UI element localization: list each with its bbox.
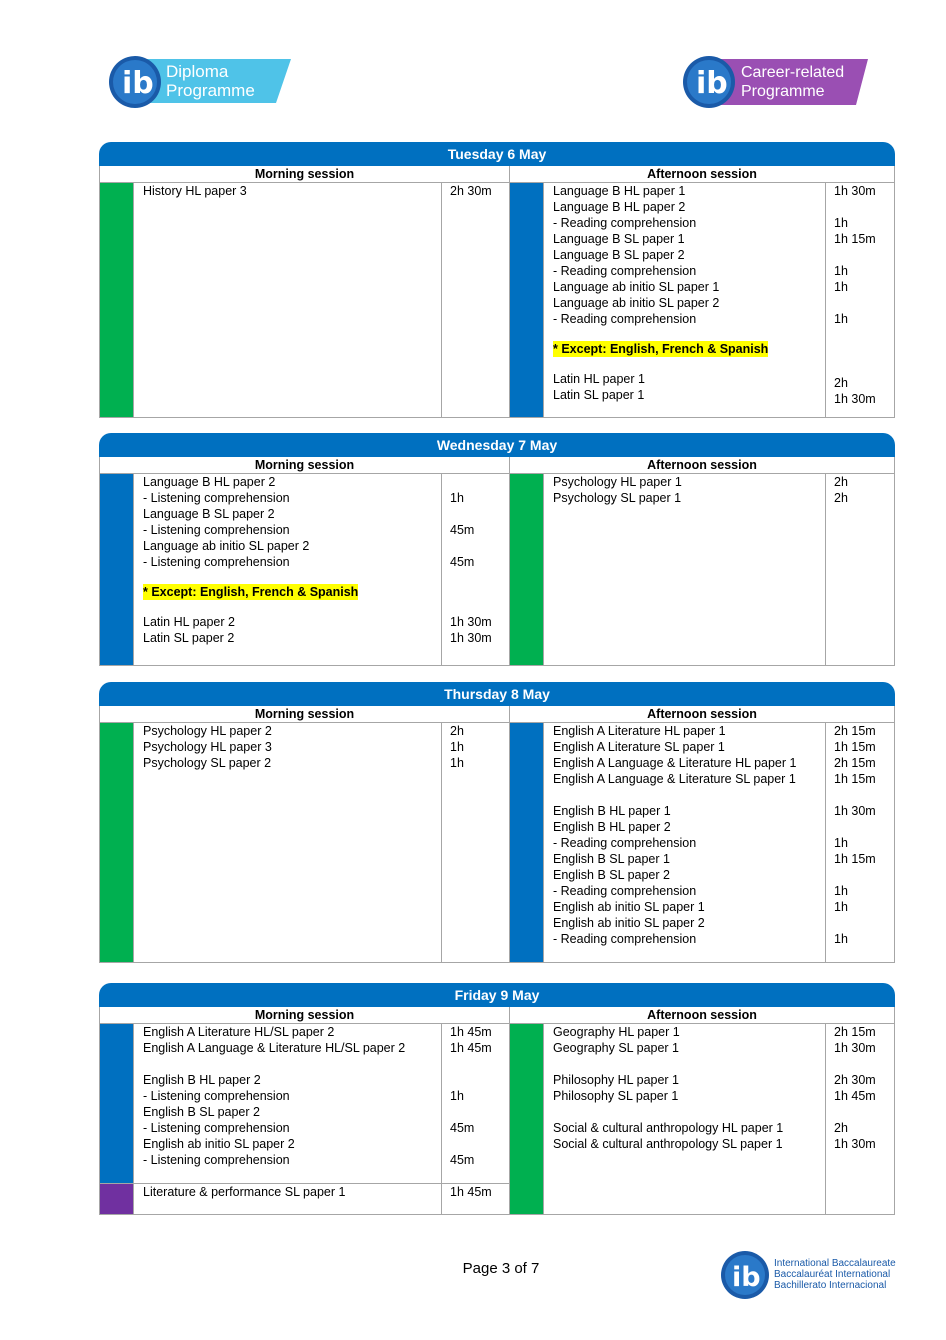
exam-duration: 1h 15m xyxy=(834,740,876,754)
exam-duration: 2h 15m xyxy=(834,756,876,770)
exam-subject: - Reading comprehension xyxy=(553,312,697,326)
exam-subject: Language B HL paper 1 xyxy=(553,184,686,198)
exam-duration: 2h 30m xyxy=(834,1073,876,1087)
exam-duration: 2h xyxy=(834,475,848,489)
exam-subject: Psychology HL paper 2 xyxy=(143,724,272,738)
exam-duration: 1h xyxy=(834,884,848,898)
exam-subject: English B HL paper 2 xyxy=(143,1073,261,1087)
exam-duration: 1h 30m xyxy=(834,804,876,818)
exam-subject: History HL paper 3 xyxy=(143,184,247,198)
exam-subject: - Listening comprehension xyxy=(143,523,290,537)
exam-subject: Language B HL paper 2 xyxy=(143,475,276,489)
dp-logo-line2: Programme xyxy=(166,81,255,100)
morning-session-header: Morning session xyxy=(100,1007,510,1023)
exception-note: * Except: English, French & Spanish xyxy=(143,585,359,599)
exam-subject: English A Language & Literature HL paper 1 xyxy=(553,756,797,770)
exam-duration: 1h xyxy=(450,740,464,754)
exam-subject: Philosophy HL paper 1 xyxy=(553,1073,680,1087)
cp-logo-line2: Programme xyxy=(741,83,825,100)
exam-subject: - Reading comprehension xyxy=(553,932,697,946)
exam-subject: Language ab initio SL paper 2 xyxy=(553,296,720,310)
dp-blue-bar xyxy=(510,183,543,417)
exam-subject: Literature & performance SL paper 1 xyxy=(143,1185,346,1199)
exam-subject: - Listening comprehension xyxy=(143,555,290,569)
exam-duration: 1h xyxy=(834,264,848,278)
exam-duration: 1h xyxy=(834,900,848,914)
exam-subject: - Listening comprehension xyxy=(143,1089,290,1103)
exam-subject: - Listening comprehension xyxy=(143,1121,290,1135)
cp-purple-bar xyxy=(100,1184,133,1214)
exam-subject: - Reading comprehension xyxy=(553,836,697,850)
svg-text:ib: ib xyxy=(696,66,728,101)
exam-subject: English B SL paper 1 xyxy=(553,852,670,866)
exam-duration: 1h 45m xyxy=(450,1185,492,1199)
morning-session-header: Morning session xyxy=(100,166,510,182)
exam-subject: Geography HL paper 1 xyxy=(553,1025,680,1039)
exam-duration: 2h xyxy=(450,724,464,738)
exam-subject: English B SL paper 2 xyxy=(143,1105,260,1119)
day-title: Wednesday 7 May xyxy=(99,433,895,457)
exam-subject: Psychology SL paper 1 xyxy=(553,491,682,505)
exam-subject: Latin HL paper 1 xyxy=(553,372,645,386)
exam-duration: 2h 30m xyxy=(450,184,492,198)
exam-duration: 2h 15m xyxy=(834,724,876,738)
exam-subject: Philosophy SL paper 1 xyxy=(553,1089,679,1103)
ib-career-related-programme-logo xyxy=(680,55,870,111)
exam-duration: 1h xyxy=(450,1089,464,1103)
morning-session-header: Morning session xyxy=(100,706,510,722)
exam-subject: Latin HL paper 2 xyxy=(143,615,235,629)
exam-subject: - Listening comprehension xyxy=(143,1153,290,1167)
day-wednesday xyxy=(99,433,895,666)
exam-subject: Latin SL paper 1 xyxy=(553,388,645,402)
ib-diploma-programme-logo xyxy=(108,55,293,111)
exam-subject: Language B SL paper 1 xyxy=(553,232,685,246)
ib-organization-logo xyxy=(720,1250,900,1300)
exam-duration: 45m xyxy=(450,523,475,537)
footer-logo-line2: Baccalauréat International xyxy=(774,1269,891,1280)
page-number: Page 3 of 7 xyxy=(462,1260,540,1277)
exam-subject: Latin SL paper 2 xyxy=(143,631,235,645)
exam-subject: English B HL paper 1 xyxy=(553,804,671,818)
exam-subject: - Reading comprehension xyxy=(553,884,697,898)
exam-subject: English B SL paper 2 xyxy=(553,868,670,882)
cp-logo-line1: Career-related xyxy=(741,64,845,81)
exam-subject: English B HL paper 2 xyxy=(553,820,671,834)
exam-subject: Language B HL paper 2 xyxy=(553,200,686,214)
dp-blue-bar xyxy=(100,474,133,665)
exam-duration: 1h xyxy=(834,836,848,850)
exam-subject: English ab initio SL paper 2 xyxy=(553,916,705,930)
day-title: Friday 9 May xyxy=(99,983,895,1007)
exam-duration: 45m xyxy=(450,1121,475,1135)
exam-duration: 1h 45m xyxy=(834,1089,876,1103)
exam-duration: 1h xyxy=(834,932,848,946)
exam-subject: English A Language & Literature HL/SL paper 2 xyxy=(143,1041,406,1055)
exception-note: * Except: English, French & Spanish xyxy=(553,342,769,356)
exam-subject: Psychology HL paper 3 xyxy=(143,740,272,754)
exam-duration: 2h xyxy=(834,491,848,505)
dp-green-bar xyxy=(100,723,133,962)
exam-duration: 1h xyxy=(834,312,848,326)
afternoon-session-header: Afternoon session xyxy=(647,458,757,472)
exam-duration: 1h 30m xyxy=(450,631,492,645)
exam-duration: 1h 15m xyxy=(834,232,876,246)
exam-subject: English A Literature HL/SL paper 2 xyxy=(143,1025,335,1039)
exam-subject: Geography SL paper 1 xyxy=(553,1041,680,1055)
exam-duration: 2h xyxy=(834,376,848,390)
day-thursday xyxy=(99,682,895,963)
exam-subject: - Listening comprehension xyxy=(143,491,290,505)
exam-subject: Language B SL paper 2 xyxy=(553,248,685,262)
dp-green-bar xyxy=(510,474,543,665)
exam-duration: 2h xyxy=(834,1121,848,1135)
footer-logo-line1: International Baccalaureate xyxy=(774,1258,896,1269)
exam-subject: Social & cultural anthropology HL paper 1 xyxy=(553,1121,784,1135)
exam-duration: 1h 30m xyxy=(834,184,876,198)
exam-duration: 1h 30m xyxy=(834,1137,876,1151)
exam-duration: 2h 15m xyxy=(834,1025,876,1039)
day-friday xyxy=(99,983,895,1215)
dp-blue-bar xyxy=(100,1024,133,1183)
dp-green-bar xyxy=(510,1024,543,1214)
exam-duration: 1h xyxy=(834,216,848,230)
dp-logo-line1: Diploma xyxy=(166,62,229,81)
exam-subject: English ab initio SL paper 1 xyxy=(553,900,705,914)
exam-subject: - Reading comprehension xyxy=(553,216,697,230)
svg-text:ib: ib xyxy=(732,1262,761,1293)
exam-subject: Language ab initio SL paper 1 xyxy=(553,280,720,294)
exam-subject: English A Literature SL paper 1 xyxy=(553,740,725,754)
dp-blue-bar xyxy=(510,723,543,962)
exam-subject: English ab initio SL paper 2 xyxy=(143,1137,295,1151)
exam-duration: 1h 15m xyxy=(834,852,876,866)
afternoon-session-header: Afternoon session xyxy=(647,707,757,721)
exam-duration: 1h 45m xyxy=(450,1041,492,1055)
dp-green-bar xyxy=(100,183,133,417)
exam-subject: Social & cultural anthropology SL paper 1 xyxy=(553,1137,783,1151)
exam-duration: 1h xyxy=(834,280,848,294)
exam-duration: 45m xyxy=(450,1153,475,1167)
svg-text:ib: ib xyxy=(122,66,154,101)
exam-duration: 1h 15m xyxy=(834,772,876,786)
exam-subject: English A Language & Literature SL paper 1 xyxy=(553,772,796,786)
exam-duration: 1h xyxy=(450,491,464,505)
exam-duration: 45m xyxy=(450,555,475,569)
exam-duration: 1h 30m xyxy=(834,392,876,406)
exam-duration: 1h xyxy=(450,756,464,770)
exam-subject: Psychology SL paper 2 xyxy=(143,756,272,770)
exam-subject: Language ab initio SL paper 2 xyxy=(143,539,310,553)
exam-subject: Language B SL paper 2 xyxy=(143,507,275,521)
exam-subject: Psychology HL paper 1 xyxy=(553,475,682,489)
day-tuesday xyxy=(99,142,895,418)
exam-duration: 1h 30m xyxy=(834,1041,876,1055)
exam-subject: - Reading comprehension xyxy=(553,264,697,278)
morning-session-header: Morning session xyxy=(100,457,510,473)
exam-duration: 1h 45m xyxy=(450,1025,492,1039)
exam-subject: English A Literature HL paper 1 xyxy=(553,724,726,738)
afternoon-session-header: Afternoon session xyxy=(647,1008,757,1022)
day-title: Thursday 8 May xyxy=(99,682,895,706)
afternoon-session-header: Afternoon session xyxy=(647,167,757,181)
footer-logo-line3: Bachillerato Internacional xyxy=(774,1280,887,1291)
day-title: Tuesday 6 May xyxy=(99,142,895,166)
exam-duration: 1h 30m xyxy=(450,615,492,629)
